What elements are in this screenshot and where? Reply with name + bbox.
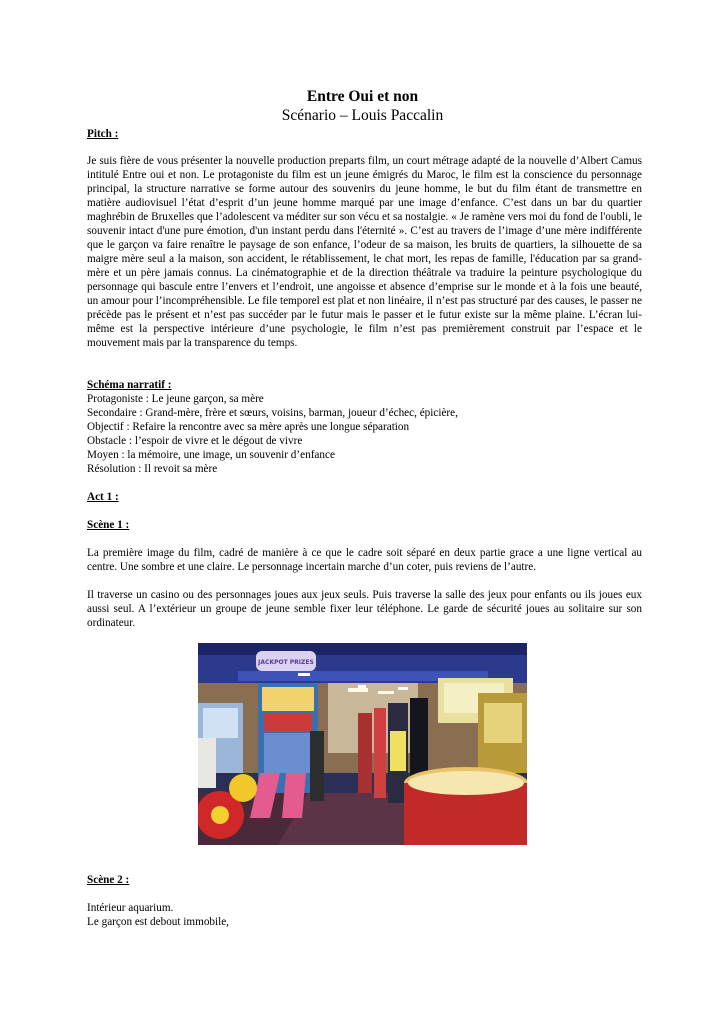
document-subtitle: Scénario – Louis Paccalin	[281, 107, 444, 124]
scene2-line-1: Intérieur aquarium.	[87, 902, 174, 914]
jackpot-sign-text: JACKPOT PRIZES	[258, 659, 314, 666]
scene1-paragraph-2: Il traverse un casino ou des personnages joues aux jeux seuls. Puis traverse la salle des jeux pour enfants ou ils joues eux aussi seul. A l’extérieur un groupe de jeune semble fixer leur téléphone. Le garde de sécurité joues au solitaire sur son ordinateur.	[87, 589, 642, 629]
schema-heading: Schéma narratif :	[87, 379, 172, 391]
schema-line-secondaire: Secondaire : Grand-mère, frère et sœurs, voisins, barman, joueur d’échec, épicière,	[87, 407, 458, 419]
schema-list	[87, 392, 642, 476]
schema-line-protagoniste: Protagoniste : Le jeune garçon, sa mère	[87, 393, 264, 405]
scene1-paragraph-1: La première image du film, cadré de manière à ce que le cadre soit séparé en deux partie grace a une ligne vertical au centre. Une sombre et une claire. Le personnage incertain marche d’un coter, puis reviens de l’autre.	[87, 547, 642, 573]
schema-line-moyen: Moyen : la mémoire, une image, un souvenir d’enfance	[87, 449, 335, 461]
schema-line-resolution: Résolution : Il revoit sa mère	[87, 463, 218, 475]
scene2-text	[87, 901, 642, 929]
scene2-line-2: Le garçon est debout immobile,	[87, 916, 229, 928]
document-title: Entre Oui et non	[306, 88, 419, 105]
schema-line-obstacle: Obstacle : l’espoir de vivre et le dégout de vivre	[87, 435, 303, 447]
arcade-photo	[198, 643, 527, 845]
schema-line-objectif: Objectif : Refaire la rencontre avec sa mère après une longue séparation	[87, 421, 410, 433]
scene2-heading: Scène 2 :	[87, 874, 130, 886]
act1-heading: Act 1 :	[87, 491, 119, 503]
pitch-paragraph: Je suis fière de vous présenter la nouvelle production preparts film, un court métrage adapté de la nouvelle d’Albert Camus intitulé Entre oui et non. Le protagoniste du film est un jeune émigrés du Maroc, le film est la conscience du personnage principal, la structure narrative se forme autour des souvenirs du jeune homme, le but du film étant de transmettre en matière audiovisuel l’état d’esprit d’un jeune homme marqué par une image d’enfance. C’est dans un bar du quartier maghrébin de Bruxelles que l’adolescent va méditer sur son vécu et sa nostalgie. « Je ramène vers moi du fond de l'oubli, le souvenir intact d'une pure émotion, d'un instant perdu dans l'éternité ». C’est au travers de l’image d’une mère indifférente que le garçon va faire renaître le paysage de son enfance, l’odeur de sa maison, les bruits de quartiers, la silhouette de sa maigre mère seul a la maison, son accident, le rétablissement, le chat mort, les repas de famille, l'éducation par sa grand-mère et un père jamais connus. La cinématographie et de la direction théâtrale va traduire la peinture psychologique du personnage qui bascule entre l’envers et l’endroit, une angoisse et absence d’emprise sur le monde et à la fois une beauté, un amour pour l’incompréhensible. Le file temporel est plat et non linéaire, il n’est pas structuré par des causes, le passer ne précède pas le présent et n’est pas succéder par le futur mais le passer et le futur existe sur la même plaine. L’écran lui-même est la perspective intérieure d’une psychologie, le film n’est pas premièrement construit par l’espace et le mouvement mais par la transparence du temps.	[87, 155, 642, 349]
pitch-heading: Pitch :	[87, 128, 119, 140]
scene1-heading: Scène 1 :	[87, 519, 130, 531]
